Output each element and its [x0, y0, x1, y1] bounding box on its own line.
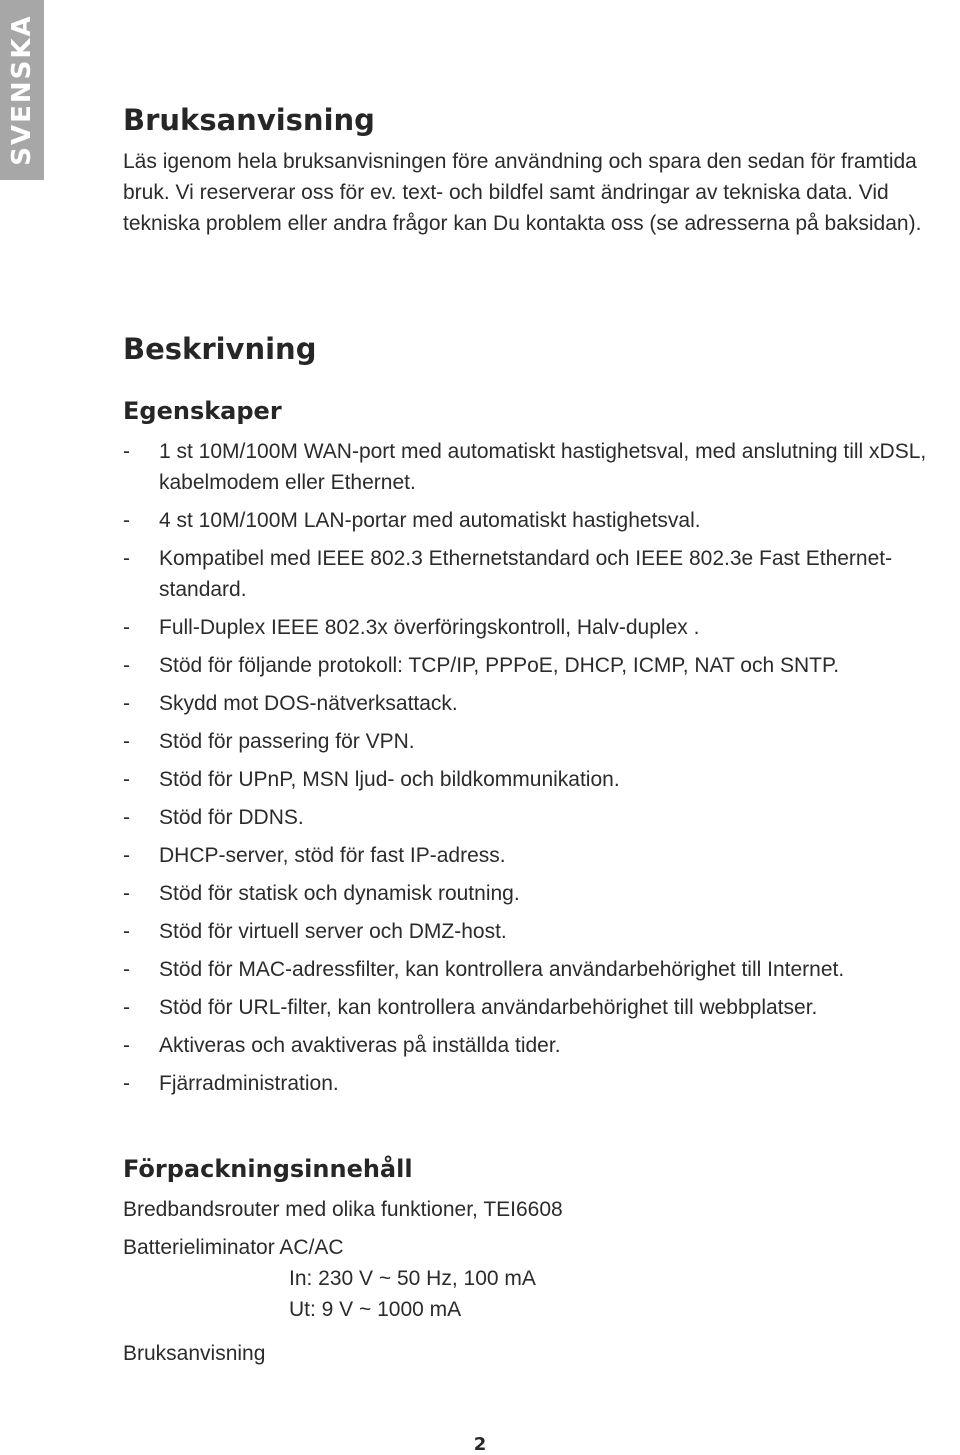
list-dash: -: [123, 654, 130, 677]
feature-text: Stöd för MAC-adressfilter, kan kontrollera användarbehörighet till Internet.: [159, 958, 845, 981]
list-dash: -: [123, 882, 130, 905]
feature-text: Stöd för DDNS.: [159, 806, 304, 829]
list-dash: -: [123, 920, 130, 943]
feature-text: Kompatibel med IEEE 802.3 Ethernetstandard och IEEE 802.3e Fast Ethernet-standard.: [159, 547, 893, 601]
package-adapter: Batterieliminator AC/AC: [123, 1236, 344, 1259]
feature-text: Aktiveras och avaktiveras på inställda tider.: [159, 1034, 561, 1057]
description-heading: Beskrivning: [123, 332, 317, 366]
feature-item: [123, 840, 953, 871]
list-dash: -: [123, 509, 130, 532]
feature-item: [123, 612, 953, 643]
list-dash: -: [123, 768, 130, 791]
list-dash: -: [123, 806, 130, 829]
feature-text: 4 st 10M/100M LAN-portar med automatiskt hastighetsval.: [159, 509, 701, 532]
list-dash: -: [123, 730, 130, 753]
feature-item: [123, 726, 953, 757]
features-list: [123, 436, 953, 1106]
feature-item: [123, 916, 953, 947]
feature-item: [123, 543, 953, 605]
package-manual: Bruksanvisning: [123, 1342, 266, 1365]
language-tab-label: SVENSKA: [7, 14, 37, 166]
feature-text: Full-Duplex IEEE 802.3x överföringskontroll, Halv-duplex .: [159, 616, 700, 639]
package-contents-heading: Förpackningsinnehåll: [123, 1155, 413, 1183]
feature-item: [123, 802, 953, 833]
feature-item: [123, 1068, 953, 1099]
list-dash: -: [123, 844, 130, 867]
package-adapter-input: In: 230 V ~ 50 Hz, 100 mA: [289, 1267, 536, 1290]
feature-text: Stöd för URL-filter, kan kontrollera användarbehörighet till webbplatser.: [159, 996, 818, 1019]
list-dash: -: [123, 616, 130, 639]
feature-text: Stöd för statisk och dynamisk routning.: [159, 882, 520, 905]
feature-text: Stöd för passering för VPN.: [159, 730, 415, 753]
feature-text: Skydd mot DOS-nätverksattack.: [159, 692, 458, 715]
package-adapter-output: Ut: 9 V ~ 1000 mA: [289, 1298, 462, 1321]
feature-text: 1 st 10M/100M WAN-port med automatiskt hastighetsval, med anslutning till xDSL, kabelmodem eller Ethernet.: [159, 440, 927, 494]
feature-text: Fjärradministration.: [159, 1072, 339, 1095]
list-dash: -: [123, 1072, 130, 1095]
feature-item: [123, 992, 953, 1023]
feature-item: [123, 954, 953, 985]
language-tab: [0, 0, 44, 180]
feature-item: [123, 764, 953, 795]
manual-heading: Bruksanvisning: [123, 103, 375, 137]
list-dash: -: [123, 996, 130, 1019]
feature-item: [123, 878, 953, 909]
manual-intro-text: Läs igenom hela bruksanvisningen före användning och spara den sedan för framtida bruk. Vi reserverar oss för ev. text- och bildfel samt ändringar av tekniska data. Vid tekniska problem eller andra frågor kan Du kontakta oss (se adresserna på baksidan).: [123, 150, 922, 235]
feature-text: Stöd för följande protokoll: TCP/IP, PPPoE, DHCP, ICMP, NAT och SNTP.: [159, 654, 840, 677]
list-dash: -: [123, 1034, 130, 1057]
feature-text: Stöd för UPnP, MSN ljud- och bildkommunikation.: [159, 768, 620, 791]
feature-item: [123, 650, 953, 681]
feature-text: DHCP-server, stöd för fast IP-adress.: [159, 844, 506, 867]
features-heading: Egenskaper: [123, 397, 282, 425]
feature-item: [123, 436, 953, 498]
list-dash: -: [123, 440, 130, 463]
feature-item: [123, 1030, 953, 1061]
package-router: Bredbandsrouter med olika funktioner, TEI6608: [123, 1198, 563, 1221]
feature-item: [123, 688, 953, 719]
feature-text: Stöd för virtuell server och DMZ-host.: [159, 920, 507, 943]
list-dash: -: [123, 547, 130, 570]
feature-item: [123, 505, 953, 536]
page-number: 2: [473, 1434, 487, 1455]
list-dash: -: [123, 692, 130, 715]
list-dash: -: [123, 958, 130, 981]
